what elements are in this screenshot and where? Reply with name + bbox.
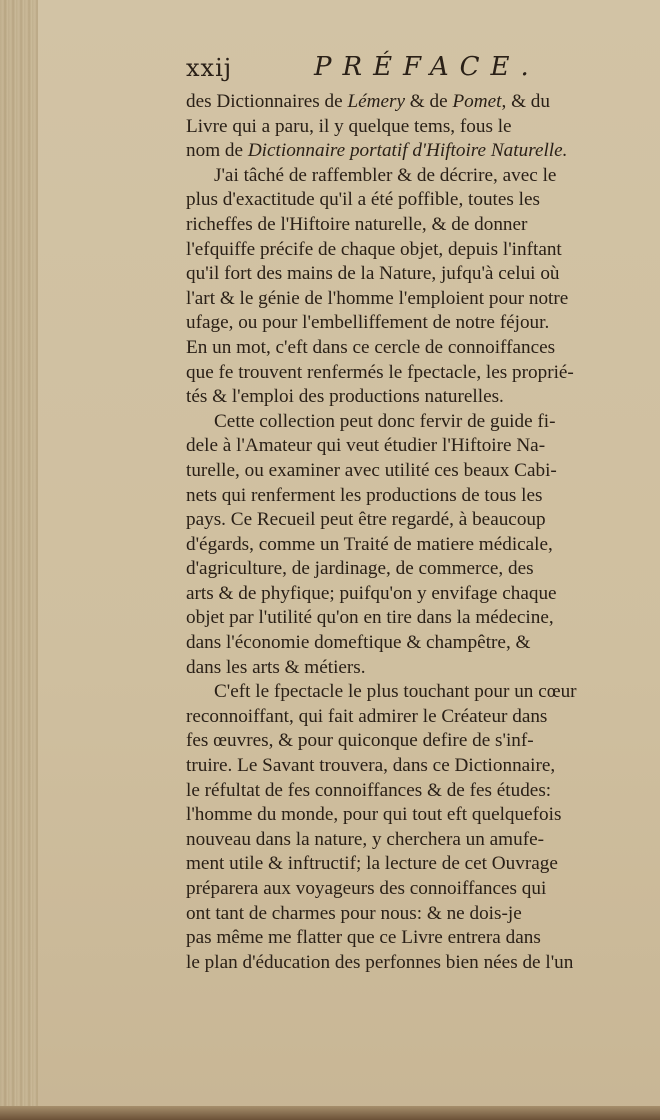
text-line: turelle, ou examiner avec utilité ces beaux Cabi- <box>186 459 557 481</box>
page-bottom-edge <box>0 1106 660 1120</box>
text-line: truire. Le Savant trouvera, dans ce Dictionnaire, <box>186 755 556 777</box>
text-line: C'eft le fpectacle le plus touchant pour un cœur <box>214 681 577 703</box>
text-line: pas même me flatter que ce Livre entrera dans <box>186 927 541 949</box>
text-line: le plan d'éducation des perfonnes bien nées de l'un <box>186 951 574 973</box>
text-line: nets qui renferment les productions de tous les <box>186 484 543 506</box>
paragraph-2 <box>186 164 660 410</box>
text-line: objet par l'utilité qu'on en tire dans la médecine, <box>186 607 554 629</box>
text-line: d'agriculture, de jardinage, de commerce, des <box>186 558 534 580</box>
text-line: Livre qui a paru, il y quelque tems, fous le <box>186 115 512 137</box>
body-text <box>186 90 660 975</box>
italic-text: Dictionnaire portatif d'Hiftoire Naturelle. <box>247 140 568 162</box>
text-line: ufage, ou pour l'embelliffement de notre féjour. <box>186 312 550 334</box>
text-line: d'égards, comme un Traité de matiere médicale, <box>186 533 553 555</box>
text-line: Cette collection peut donc fervir de guide fi- <box>214 410 556 432</box>
text-line: J'ai tâché de raffembler & de décrire, avec le <box>214 164 557 186</box>
text-line: tés & l'emploi des productions naturelles. <box>186 386 504 408</box>
text-line: En un mot, c'eft dans ce cercle de connoiffances <box>186 336 556 358</box>
text-line: dans l'économie domeftique & champêtre, & <box>186 632 531 654</box>
text-line: ont tant de charmes pour nous: & ne dois-je <box>186 902 522 924</box>
text-line: le réfultat de fes connoiffances & de fes études: <box>186 779 552 801</box>
italic-text: Lémery <box>347 91 405 112</box>
text-line: préparera aux voyageurs des connoiffances qui <box>186 878 547 899</box>
text-line: reconnoiffant, qui fait admirer le Créateur dans <box>186 705 548 727</box>
page-number: xxij <box>186 54 233 82</box>
paragraph-1 <box>186 90 660 164</box>
book-gutter <box>0 0 38 1120</box>
text-line: ment utile & inftructif; la lecture de cet Ouvrage <box>186 853 558 875</box>
text-line: fes œuvres, & pour quiconque defire de s'inf- <box>186 730 534 752</box>
text-line: des Dictionnaires de Lémery & de Pomet, & du <box>186 91 550 112</box>
text-line: plus d'exactitude qu'il a été poffible, toutes les <box>186 189 540 211</box>
text-line: qu'il fort des mains de la Nature, jufqu'à celui où <box>186 263 560 285</box>
italic-text: Pomet <box>452 91 502 112</box>
text-line: pays. Ce Recueil peut être regardé, à beaucoup <box>186 509 546 531</box>
running-title: PRÉFACE. <box>314 52 540 82</box>
text-line: que fe trouvent renfermés le fpectacle, les proprié- <box>186 361 574 383</box>
paragraph-4 <box>186 680 660 975</box>
text-line: l'homme du monde, pour qui tout eft quelquefois <box>186 804 562 826</box>
text-line: nom de Dictionnaire portatif d'Hiftoire Naturelle. <box>186 140 568 162</box>
paragraph-3 <box>186 410 660 681</box>
page-header <box>186 52 660 88</box>
text-line: richeffes de l'Hiftoire naturelle, & de donner <box>186 213 528 235</box>
text-line: arts & de phyfique; puifqu'on y envifage chaque <box>186 582 557 604</box>
text-line: dans les arts & métiers. <box>186 656 366 678</box>
text-line: l'efquiffe précife de chaque objet, depuis l'inftant <box>186 238 562 260</box>
text-line: l'art & le génie de l'homme l'emploient pour notre <box>186 287 569 309</box>
text-line: nouveau dans la nature, y cherchera un amufe- <box>186 828 544 850</box>
text-line: dele à l'Amateur qui veut étudier l'Hiftoire Na- <box>186 435 546 457</box>
